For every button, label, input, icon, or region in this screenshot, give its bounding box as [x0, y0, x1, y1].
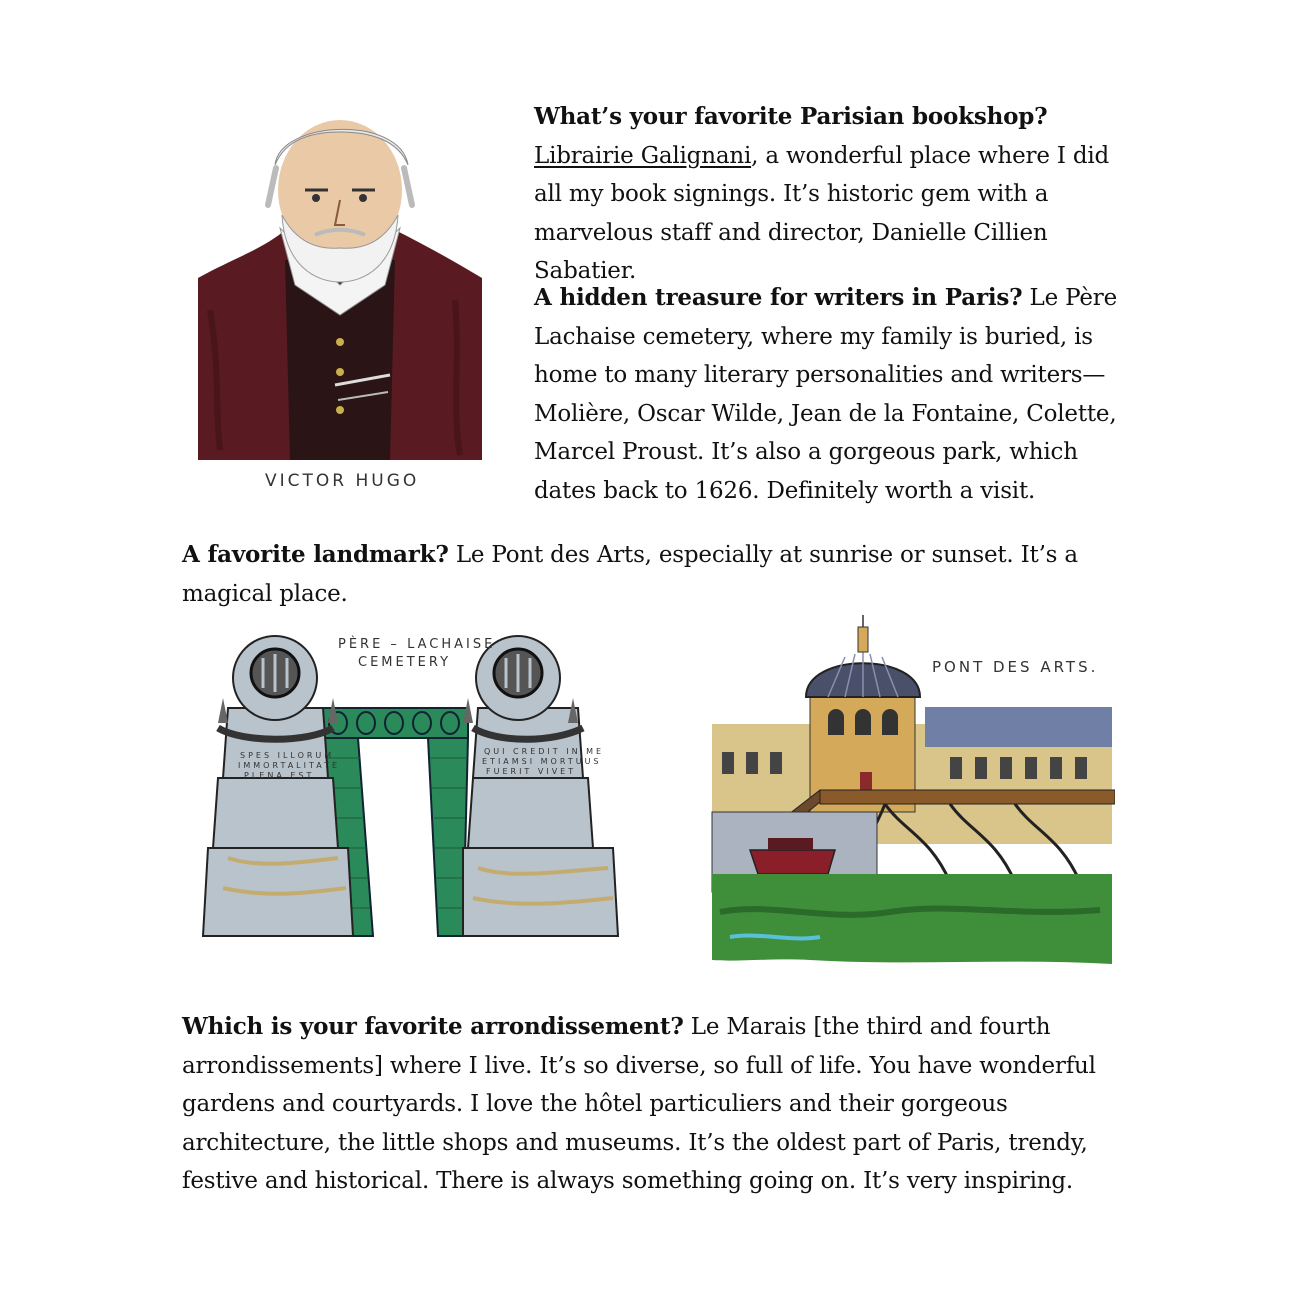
arrondissement-answer: Le Marais [the third and fourth arrondissements] where I live. It’s so diverse, so full of life. You have wonderful gardens and courtyards. I love the hôtel particuliers and their gorgeous architecture, the little shops and museums. It’s the oldest part of Paris, trendy, festive and historical. There is always something going on. It’s very inspiring.	[182, 1014, 1096, 1194]
bridge-caption: PONT DES ARTS.	[932, 658, 1099, 676]
right-pillar-inscription-3: FUERIT VIVET	[486, 767, 577, 776]
victor-hugo-illustration	[190, 110, 490, 500]
pere-lachaise-illustration	[188, 618, 638, 948]
landmark-question: A favorite landmark?	[182, 541, 449, 568]
arrondissement-question: Which is your favorite arrondissement?	[182, 1013, 684, 1040]
pont-des-arts-illustration	[710, 612, 1115, 972]
landmark-paragraph	[182, 536, 1142, 613]
bookshop-answer: , a wonderful place where I did all my book signings. It’s historic gem with a marvelous staff and director, Danielle Cillien Sabatier.	[534, 142, 1110, 284]
librairie-galignani-link[interactable]: Librairie Galignani	[534, 142, 752, 169]
right-pillar-inscription-2: ETIAMSI MORTUUS	[482, 757, 602, 766]
hidden-treasure-paragraph	[534, 279, 1130, 510]
landmark-answer: Le Pont des Arts, especially at sunrise or sunset. It’s a magical place.	[182, 542, 1078, 607]
cemetery-caption-line-1: PÈRE – LACHAISE	[338, 637, 496, 652]
left-pillar-inscription-1: SPES ILLORUM	[240, 751, 335, 760]
hidden-treasure-answer: Le Père Lachaise cemetery, where my family is buried, is home to many literary personalities and writers— Molière, Oscar Wilde, Jean de la Fontaine, Colette, Marcel Proust. It’s also a gorgeous park, which dates back to 1626. Definitely worth a visit.	[534, 285, 1117, 504]
left-pillar-inscription-2: IMMORTALITATE	[238, 761, 341, 770]
left-pillar-inscription-3: PLENA EST	[244, 771, 315, 780]
portrait-caption: VICTOR HUGO	[265, 471, 420, 491]
cemetery-caption-line-2: CEMETERY	[358, 655, 452, 670]
hidden-treasure-question: A hidden treasure for writers in Paris?	[534, 284, 1023, 311]
right-pillar-inscription-1: QUI CREDIT IN ME	[484, 747, 605, 756]
arrondissement-paragraph	[182, 1008, 1122, 1201]
bookshop-paragraph	[534, 98, 1114, 291]
bookshop-question: What’s your favorite Parisian bookshop?	[534, 103, 1048, 130]
